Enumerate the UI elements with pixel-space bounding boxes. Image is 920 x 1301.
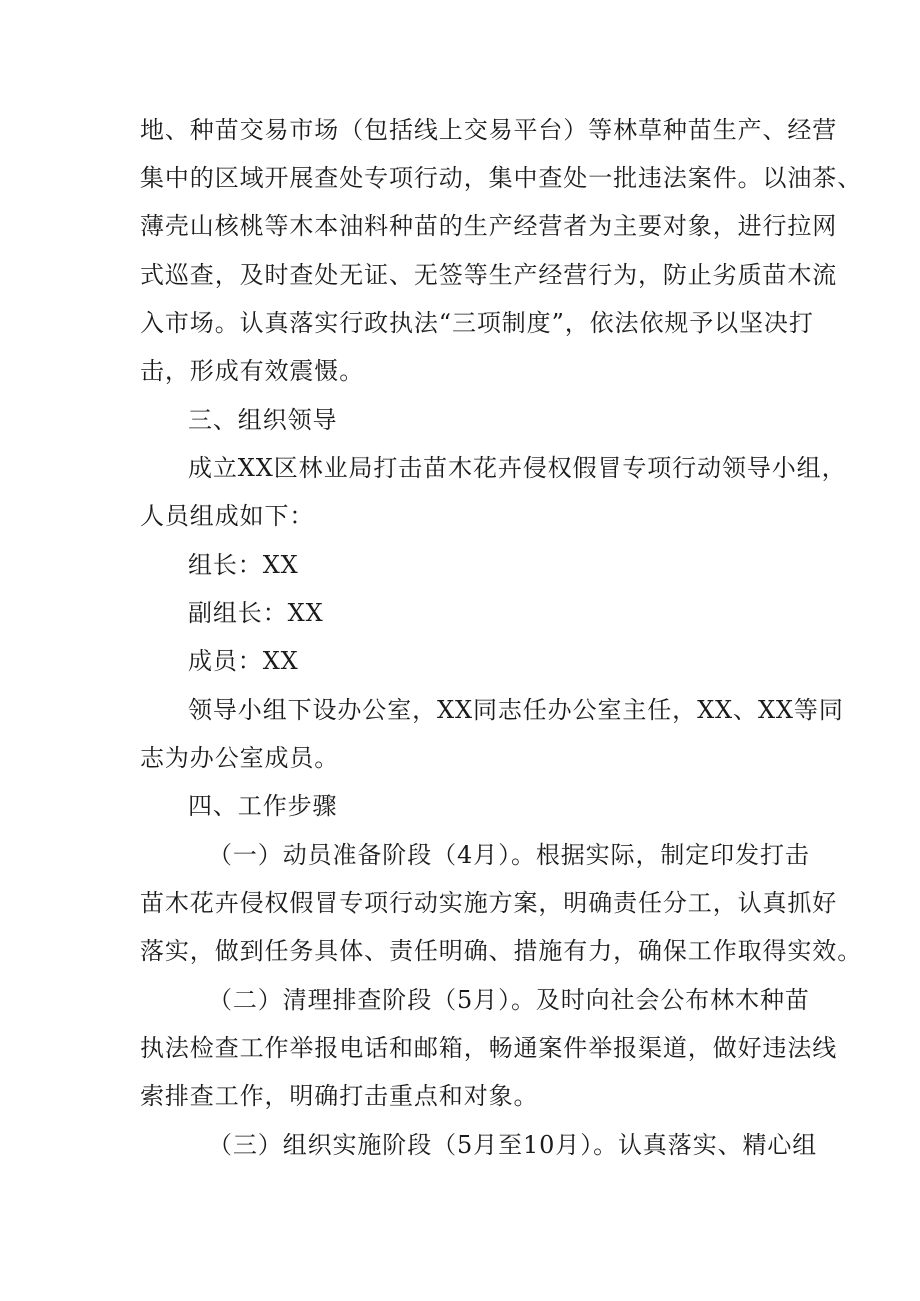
body-line: 落实，做到任务具体、责任明确、措施有力，确保工作取得实效。: [140, 937, 863, 965]
body-line: 苗木花卉侵权假冒专项行动实施方案，明确责任分工，认真抓好: [140, 889, 838, 917]
body-line: 入市场。认真落实行政执法“三项制度”，依法依规予以坚决打: [140, 309, 814, 337]
body-line: 志为办公室成员。: [140, 744, 340, 772]
section-heading: 三、组织领导: [188, 406, 338, 434]
body-line: 集中的区域开展查处专项行动，集中查处一批违法案件。以油茶、: [140, 164, 863, 192]
body-line: （一）动员准备阶段（4月）。根据实际，制定印发打击: [208, 841, 810, 869]
body-line: 执法检查工作举报电话和邮箱，畅通案件举报渠道，做好违法线: [140, 1034, 838, 1062]
body-line: 人员组成如下：: [140, 502, 315, 530]
body-line: 成立XX区林业局打击苗木花卉侵权假冒专项行动领导小组，: [188, 454, 847, 482]
body-line: 成员：XX: [188, 647, 299, 675]
body-line: 式巡查，及时查处无证、无签等生产经营行为，防止劣质苗木流: [140, 261, 838, 289]
section-heading: 四、工作步骤: [188, 792, 338, 820]
body-line: 地、种苗交易市场（包括线上交易平台）等林草种苗生产、经营: [140, 116, 838, 144]
body-line: （二）清理排查阶段（5月）。及时向社会公布林木种苗: [208, 986, 810, 1014]
body-line: 索排查工作，明确打击重点和对象。: [140, 1082, 539, 1110]
body-line: （三）组织实施阶段（5月至10月）。认真落实、精心组: [208, 1131, 818, 1159]
body-line: 组长：XX: [188, 551, 299, 579]
body-line: 薄壳山核桃等木本油料种苗的生产经营者为主要对象，进行拉网: [140, 212, 838, 240]
body-line: 领导小组下设办公室，XX同志任办公室主任，XX、XX等同: [188, 696, 844, 724]
body-line: 击，形成有效震慑。: [140, 357, 365, 385]
body-line: 副组长：XX: [188, 599, 324, 627]
